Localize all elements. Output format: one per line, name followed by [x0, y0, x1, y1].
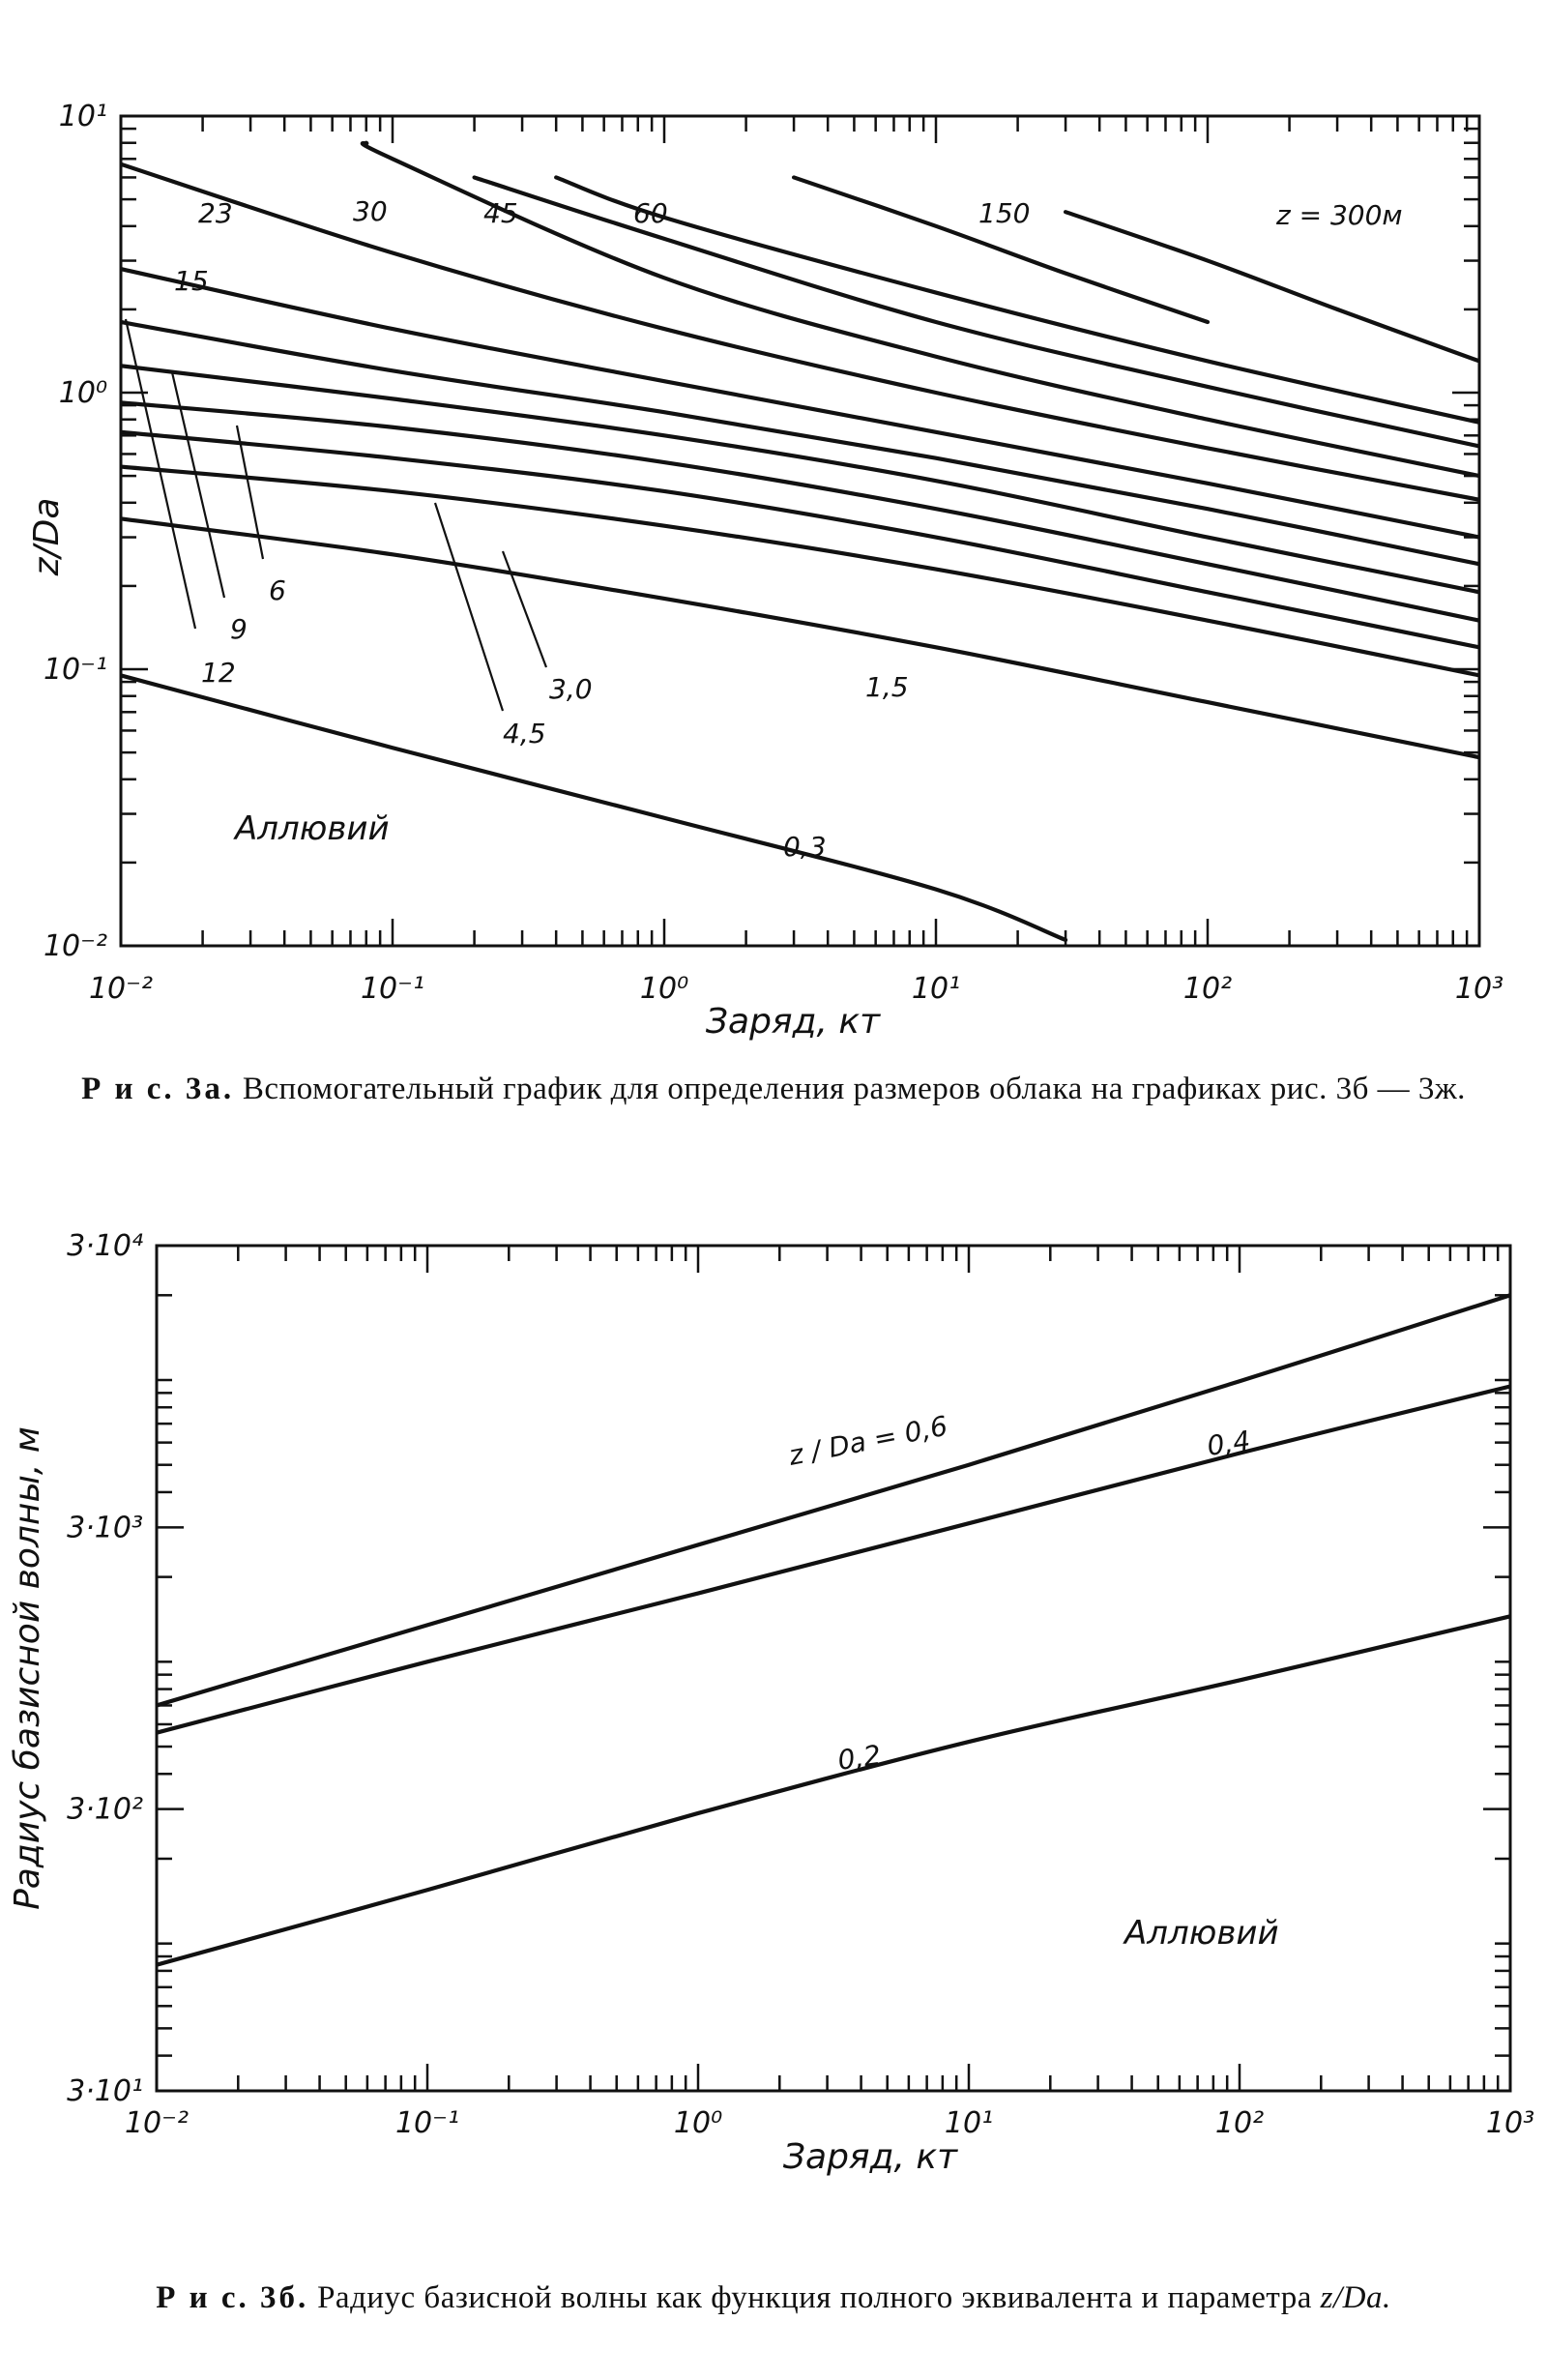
series-line-0_6 [157, 1295, 1510, 1705]
series-label-0_3: 0,3 [783, 831, 827, 863]
series-label-23: 23 [198, 197, 233, 229]
plot-frame [157, 1246, 1510, 2091]
y-tick-label: 3·10¹ [67, 2074, 143, 2108]
caption-fig-3a [39, 1069, 1508, 1109]
x-tick-label: 10³ [1485, 2106, 1535, 2140]
label-leader-line [503, 551, 546, 667]
x-tick-label: 10² [1182, 972, 1233, 1006]
y-tick-label: 3·10⁴ [67, 1229, 143, 1263]
caption-fig-3b [39, 2277, 1508, 2318]
caption-fig-3b-math: z/Da. [1320, 2280, 1391, 2315]
y-tick-label: 10⁻¹ [43, 653, 107, 687]
series-label-4_5: 4,5 [503, 718, 546, 749]
x-tick-label: 10¹ [911, 972, 961, 1006]
series-label-150: 150 [978, 197, 1031, 229]
series-label-9: 9 [230, 613, 248, 645]
series-line-300 [1065, 212, 1479, 361]
x-tick-label: 10⁻² [124, 2106, 190, 2140]
x-tick-label: 10⁻¹ [394, 2106, 460, 2140]
series-label-30: 30 [353, 195, 388, 227]
y-tick-label: 10⁰ [58, 376, 107, 410]
curves-group [157, 1295, 1510, 1964]
series-line-12 [121, 322, 1479, 564]
series-label-12: 12 [201, 657, 236, 689]
series-label-60: 60 [633, 197, 668, 229]
x-tick-label: 10⁻¹ [360, 972, 425, 1006]
series-label-300: z = 300м [1276, 199, 1403, 231]
x-tick-label: 10² [1214, 2106, 1265, 2140]
caption-fig-3b-text: Радиус базисной волны как функция полного эквивалента и параметра [317, 2280, 1312, 2315]
y-axis-label: Радиус базисной волны, м [8, 1426, 47, 1910]
series-line-1_5 [121, 518, 1479, 757]
series-line-0_3 [121, 675, 1065, 940]
y-axis-label: z/Dа [27, 497, 67, 576]
series-label-3_0: 3,0 [549, 673, 593, 705]
y-tick-label: 10¹ [58, 100, 107, 133]
soil-annotation: Аллювий [235, 809, 390, 848]
series-label-0_4: 0,4 [1205, 1425, 1253, 1462]
series-label-0_6: z / Dа = 0,6 [786, 1409, 950, 1472]
caption-fig-3a-label: Р и с. 3а. [81, 1072, 235, 1106]
y-tick-label: 3·10² [67, 1792, 143, 1827]
caption-fig-3b-label: Р и с. 3б. [156, 2280, 309, 2315]
chart-fig-3a [27, 100, 1503, 1042]
caption-fig-3a-text: Вспомогательный график для определения размеров облака на графиках рис. 3б — 3ж. [242, 1072, 1466, 1106]
chart-fig-3b [8, 1229, 1534, 2177]
series-label-1_5: 1,5 [865, 671, 909, 703]
x-axis-label: Заряд, кт [705, 1002, 881, 1042]
x-tick-label: 10³ [1454, 972, 1504, 1006]
x-tick-label: 10¹ [944, 2106, 994, 2140]
series-line-9 [121, 366, 1479, 592]
series-label-45: 45 [483, 197, 518, 229]
x-tick-label: 10⁰ [673, 2106, 723, 2140]
y-tick-label: 3·10³ [67, 1511, 143, 1545]
soil-annotation: Аллювий [1124, 1914, 1279, 1953]
series-line-30 [363, 143, 1479, 476]
series-line-4_5 [121, 432, 1479, 648]
x-axis-label: Заряд, кт [782, 2137, 958, 2177]
series-label-6: 6 [269, 574, 286, 606]
label-leader-line [435, 503, 503, 711]
series-label-0_2: 0,2 [835, 1739, 884, 1777]
series-label-15: 15 [174, 265, 209, 297]
x-tick-label: 10⁻² [88, 972, 154, 1006]
series-line-0_2 [157, 1616, 1510, 1964]
x-tick-label: 10⁰ [639, 972, 689, 1006]
y-tick-label: 10⁻² [43, 929, 107, 963]
